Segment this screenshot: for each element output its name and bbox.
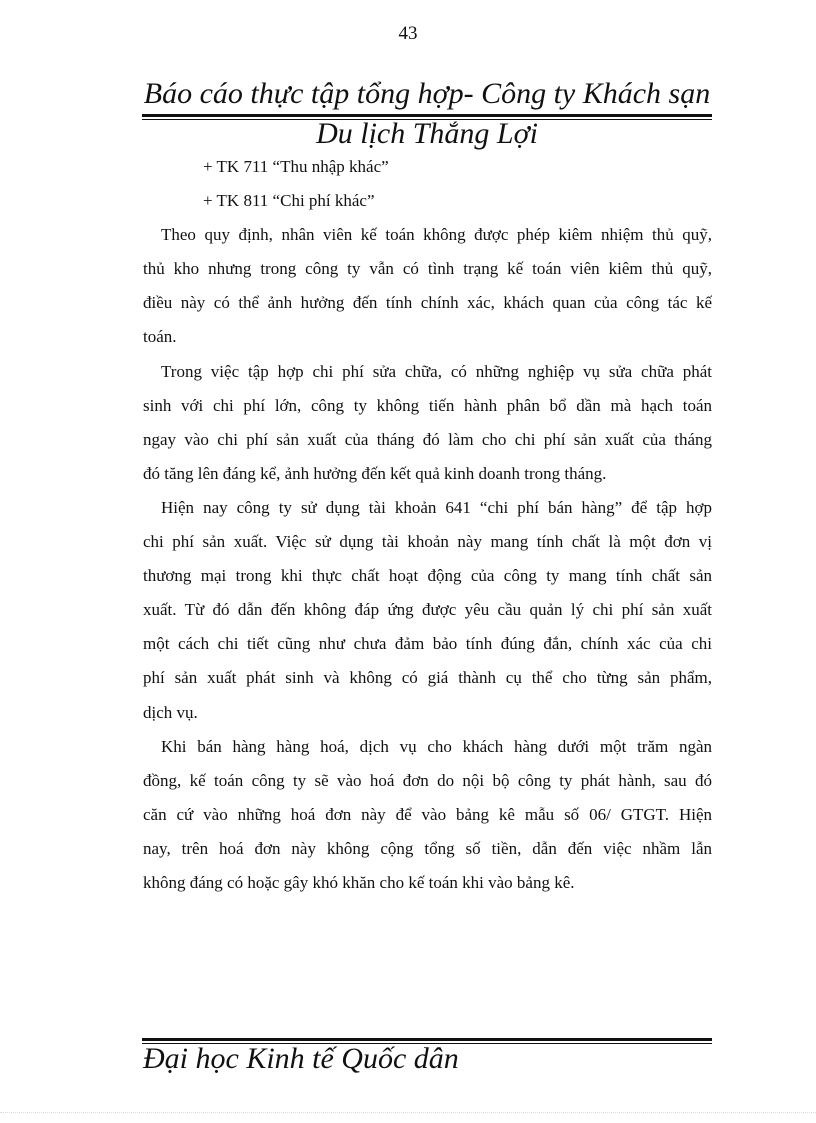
header-title-line-1: Báo cáo thực tập tổng hợp- Công ty Khách sạn: [143, 77, 711, 110]
paragraph-line: không đáng có hoặc gây khó khăn cho kế toán khi vào bảng kê.: [143, 872, 575, 892]
paragraph-line: nay, trên hoá đơn này không cộng tổng số tiền, dẫn đến việc nhầm lẫn: [143, 838, 712, 858]
paragraph-line: Khi bán hàng hàng hoá, dịch vụ cho khách hàng dưới một trăm ngàn: [161, 736, 712, 756]
paragraph-line: thủ kho nhưng trong công ty vẫn có tình trạng kế toán viên kiêm thủ quỹ,: [143, 259, 712, 279]
page-number: 43: [398, 23, 418, 44]
footer-text: Đại học Kinh tế Quốc dân: [143, 1042, 459, 1075]
paragraph: [143, 491, 712, 730]
paragraph-line: ngay vào chi phí sản xuất của tháng đó làm cho chi phí sản xuất của tháng: [143, 429, 712, 449]
paragraph-line: điều này có thể ảnh hưởng đến tính chính xác, khách quan của công tác kế: [143, 293, 712, 313]
bullet-item: + TK 711 “Thu nhập khác”: [203, 157, 389, 176]
paragraph-line: Trong việc tập hợp chi phí sửa chữa, có những nghiệp vụ sửa chữa phát: [161, 361, 712, 381]
paragraph-line: Hiện nay công ty sử dụng tài khoản 641 “chi phí bán hàng” để tập hợp: [161, 497, 712, 517]
paragraph-line: Theo quy định, nhân viên kế toán không được phép kiêm nhiệm thủ quỹ,: [161, 225, 712, 245]
paragraph-line: dịch vụ.: [143, 702, 198, 722]
paragraph: [143, 218, 712, 354]
paragraph-line: đồng, kế toán công ty sẽ vào hoá đơn do nội bộ công ty phát hành, sau đó: [143, 770, 712, 790]
header-title-line-2: Du lịch Thắng Lợi: [316, 117, 538, 150]
paragraph-line: phí sản xuất phát sinh và không có giá thành cụ thể cho từng sản phẩm,: [143, 668, 712, 688]
paragraph-line: một cách chi tiết cũng như chưa đảm bảo tính đúng đắn, chính xác của chi: [143, 634, 712, 654]
paragraph-line: sinh với chi phí lớn, công ty không tiến hành phân bổ dần mà hạch toán: [143, 395, 712, 415]
paragraph-line: thương mại trong khi thực chất hoạt động của công ty mang tính chất sản: [143, 566, 712, 586]
paragraph-line: đó tăng lên đáng kể, ảnh hưởng đến kết quả kinh doanh trong tháng.: [143, 463, 607, 483]
body-text: [143, 150, 712, 900]
bullet-item: + TK 811 “Chi phí khác”: [203, 191, 375, 211]
paragraph-line: toán.: [143, 327, 177, 347]
paragraph-line: xuất. Từ đó dẫn đến không đáp ứng được yêu cầu quản lý chi phí sản xuất: [143, 600, 712, 620]
paragraph-line: chi phí sản xuất. Việc sử dụng tài khoản này mang tính chất là một đơn vị: [143, 532, 712, 552]
paragraph: [143, 355, 712, 491]
page-bottom-divider: [0, 1112, 816, 1113]
paragraph-line: căn cứ vào những hoá đơn này để vào bảng kê mẫu số 06/ GTGT. Hiện: [143, 804, 712, 824]
paragraph: [143, 730, 712, 900]
